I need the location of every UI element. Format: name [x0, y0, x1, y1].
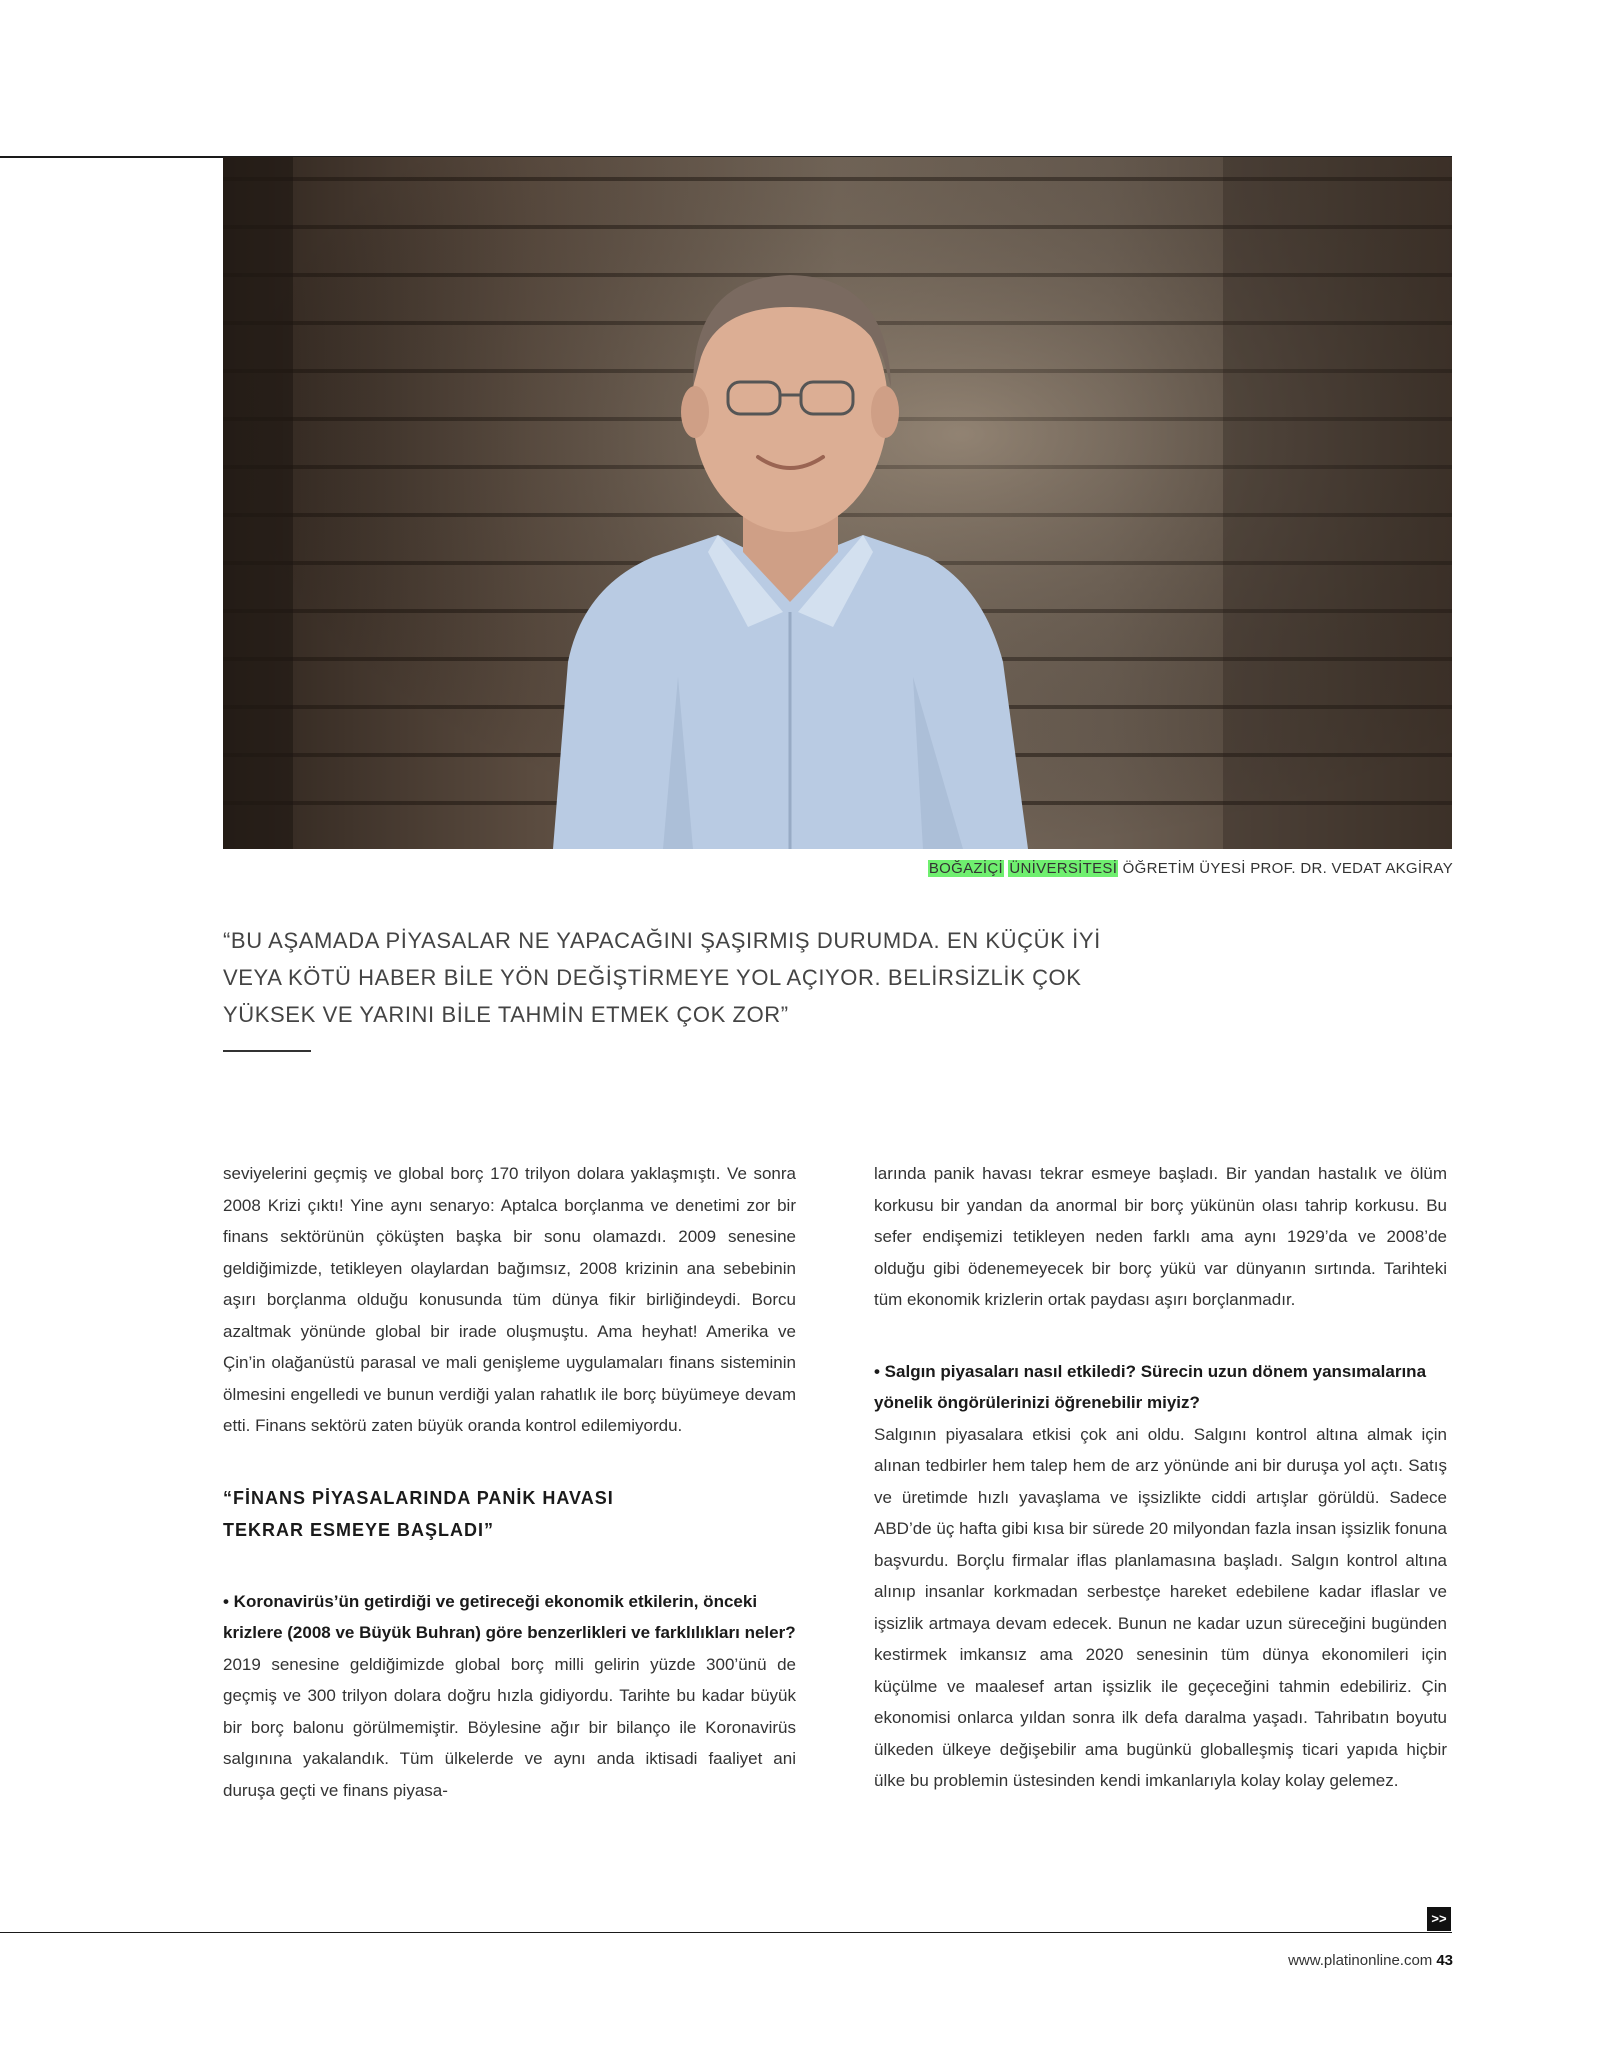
footer-url: www.platinonline.com	[1288, 1952, 1433, 1969]
left-paragraph-1: seviyelerini geçmiş ve global borç 170 trilyon dolara yaklaşmıştı. Ve sonra 2008 Krizi çıktı! Yine aynı senaryo: Aptalca borçlanma ve denetimi zor bir finans sektörünün çöküşten başka bir sonu olamazdı. 2009 senesine geldiğimizde, tetikleyen olaylardan bağımsız, 2008 krizinin ana sebebinin aşırı borçlanma olduğu konusunda tüm dünya fikir birliğindeydi. Borcu azaltmak yönünde global bir irade oluşmuştu. Ama heyhat! Amerika ve Çin’in olağanüstü parasal ve mali genişleme uygulamaları finans sisteminin ölmesini engelledi ve bunun verdiği yalan rahatlık ile borç büyümeye devam etti. Finans sektörü zaten büyük oranda kontrol edilemiyordu.	[223, 1164, 796, 1435]
pull-quote: “BU AŞAMADA PİYASALAR NE YAPACAĞINI ŞAŞIRMIŞ DURUMDA. EN KÜÇÜK İYİ VEYA KÖTÜ HABER BİLE YÖN DEĞİŞTİRMEYE YOL AÇIYOR. BELİRSİZLİK ÇOK YÜKSEK VE YARINI BİLE TAHMİN ETMEK ÇOK ZOR”	[223, 928, 1101, 1027]
right-column	[874, 1158, 1447, 1797]
section-heading-line-1: “FİNANS PİYASALARINDA PANİK HAVASI	[223, 1487, 614, 1508]
pull-quote-rule	[223, 1050, 311, 1052]
section-heading-line-2: TEKRAR ESMEYE BAŞLADI”	[223, 1519, 495, 1540]
left-column	[223, 1158, 796, 1806]
photo-caption	[928, 860, 1453, 877]
portrait-photo	[223, 157, 1452, 849]
caption-highlight-university-2: ÜNİVERSİTESİ	[1009, 860, 1118, 877]
right-paragraph-1: larında panik havası tekrar esmeye başladı. Bir yandan hastalık ve ölüm korkusu bir yandan da anormal bir borç yükünün olası tahrip korkusu. Bu sefer endişemizi tetikleyen neden farklı ama aynı 1929’da ve 2008’de olduğu gibi ödenemeyecek bir borç yükü var dünyanın sırtında. Tarihteki tüm ekonomik krizlerin ortak paydası aşırı borçlanmadır.	[874, 1164, 1447, 1309]
right-paragraph-2: Salgının piyasalara etkisi çok ani oldu. Salgını kontrol altına almak için alınan tedbirler hem talep hem de arz yönünde ani bir duruşa yol açtı. Satış ve üretimde hızlı yavaşlama ve işsizlikte ciddi artışlar görüldü. Sadece ABD’de üç hafta gibi kısa bir sürede 20 milyondan fazla insan işsizlik fonuna başvurdu. Borçlu firmalar iflas planlamasına başladı. Salgın kontrol altına alınıp insanlar korkmadan serbestçe hareket edebilene kadar iflaslar ve işsizlik artmaya devam edecek. Bunun ne kadar uzun süreceğini bugünden kestirmek imkansız ama 2020 senesinin tüm dünya ekonomileri için küçülme ve maalesef artan işsizlik ile geçeceğini tahmin edebiliriz. Çin ekonomisi onlarca yıldan sonra ilk defa daralma yaşadı. Tahribatın boyutu ülkeden ülkeye değişebilir ama bugünkü globalleşmiş ticari yapıda hiçbir ülke bu problemin üstesinden kendi imkanlarıyla kolay kolay gelemez.	[874, 1424, 1447, 1790]
caption-text: ÖĞRETİM ÜYESİ PROF. DR. VEDAT AKGİRAY	[1122, 860, 1453, 877]
portrait-photo-icon	[223, 157, 1452, 849]
next-page-marker: >>	[1427, 1907, 1451, 1931]
page-number: 43	[1436, 1952, 1453, 1969]
left-paragraph-2: 2019 senesine geldiğimizde global borç milli gelirin yüzde 300’ünü de geçmiş ve 300 trilyon dolara doğru hızla gidiyordu. Tarihte bu kadar büyük bir borç balonu görülmemiştir. Böylesine ağır bir bilanço ile Koronavirüs salgınına yakalandık. Tüm ülkelerde ve aynı anda iktisadi faaliyet ani duruşa geçti ve finans piyasa-	[223, 1654, 796, 1800]
bottom-rule	[0, 1932, 1452, 1933]
caption-highlight-university: BOĞAZİÇİ	[928, 860, 1003, 877]
page-footer	[1288, 1952, 1453, 1969]
interview-question-2: • Salgın piyasaları nasıl etkiledi? Sürecin uzun dönem yansımalarına yönelik öngörülerinizi öğrenebilir miyiz?	[874, 1361, 1427, 1412]
interview-question-1: • Koronavirüs’ün getirdiği ve getireceği ekonomik etkilerin, önceki krizlere (2008 ve Büyük Buhran) göre benzerlikleri ve farklılıkları neler?	[223, 1591, 796, 1642]
